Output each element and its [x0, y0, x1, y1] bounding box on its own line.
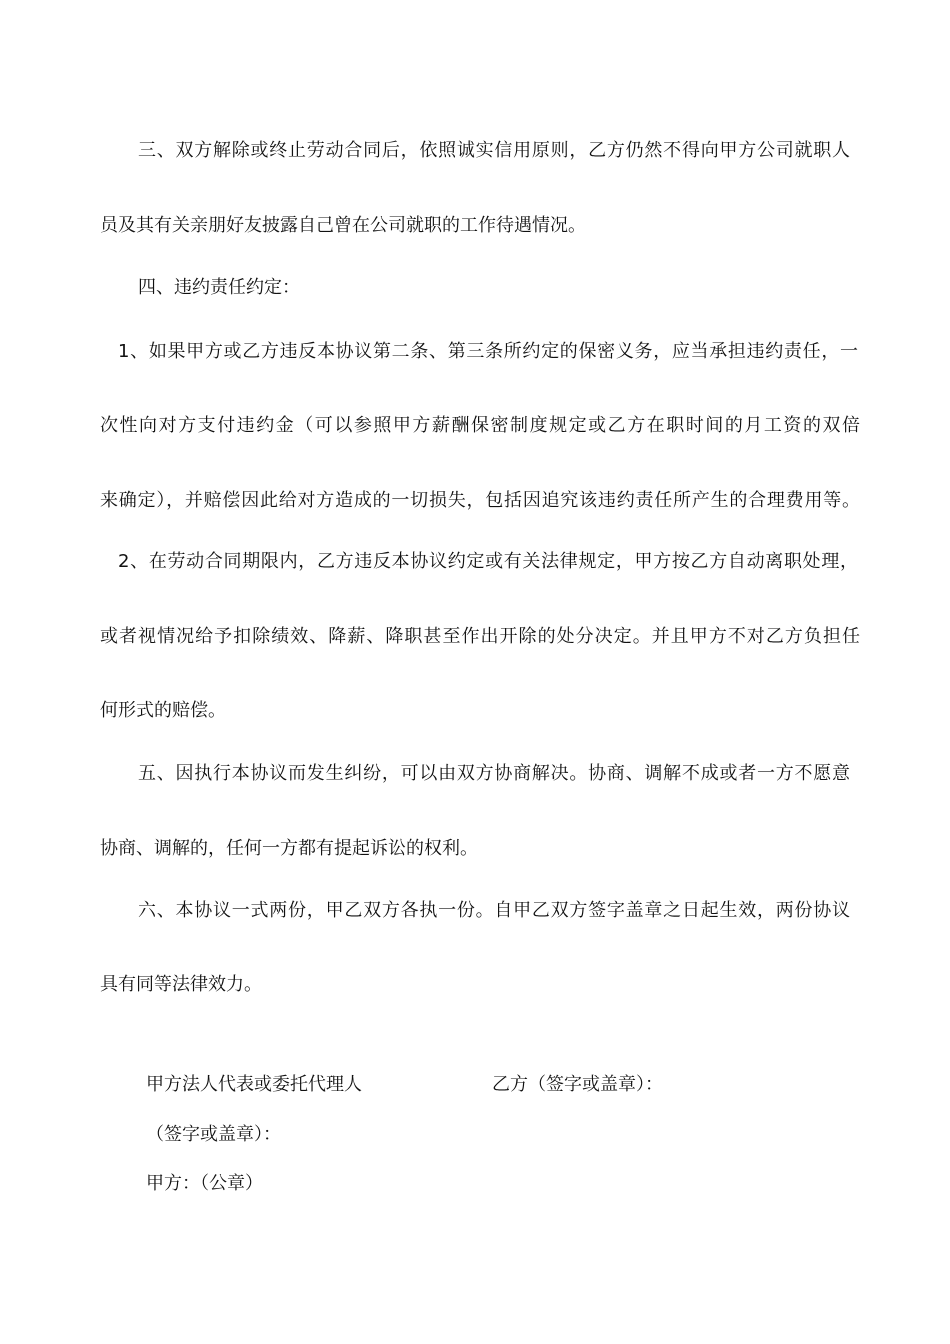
party-a-representative-label: 甲方法人代表或委托代理人: [146, 1074, 362, 1095]
clause-5-line-2: 协商、调解的，任何一方都有提起诉讼的权利。: [100, 838, 478, 859]
party-a-seal-label: 甲方：（公章）: [146, 1173, 263, 1194]
party-b-signature-label: 乙方（签字或盖章）：: [492, 1074, 663, 1095]
clause-6-line-1: 六、本协议一式两份，甲乙双方各执一份。自甲乙双方签字盖章之日起生效，两份协议: [138, 900, 850, 921]
clause-4-1-line-1: 1、如果甲方或乙方违反本协议第二条、第三条所约定的保密义务，应当承担违约责任，一: [118, 341, 858, 362]
clause-3-line-2: 员及其有关亲朋好友披露自己曾在公司就职的工作待遇情况。: [100, 215, 586, 236]
clause-3-line-1: 三、双方解除或终止劳动合同后，依照诚实信用原则，乙方仍然不得向甲方公司就职人: [138, 140, 850, 161]
clause-6-line-2: 具有同等法律效力。: [100, 974, 262, 995]
clause-4-1-line-2: 次性向对方支付违约金（可以参照甲方薪酬保密制度规定或乙方在职时间的月工资的双倍: [100, 415, 860, 436]
clause-5-line-1: 五、因执行本协议而发生纠纷，可以由双方协商解决。协商、调解不成或者一方不愿意: [138, 763, 850, 784]
clause-4-2-line-3: 何形式的赔偿。: [100, 700, 226, 721]
clause-4-2-line-2: 或者视情况给予扣除绩效、降薪、降职甚至作出开除的处分决定。并且甲方不对乙方负担任: [100, 626, 860, 647]
clause-4-1-line-3: 来确定），并赔偿因此给对方造成的一切损失，包括因追究该违约责任所产生的合理费用等。: [100, 490, 860, 511]
clause-4-2-line-1: 2、在劳动合同期限内，乙方违反本协议约定或有关法律规定，甲方按乙方自动离职处理，: [118, 551, 858, 572]
clause-4-heading: 四、违约责任约定：: [138, 277, 300, 298]
party-a-signature-label: （签字或盖章）：: [146, 1124, 281, 1145]
